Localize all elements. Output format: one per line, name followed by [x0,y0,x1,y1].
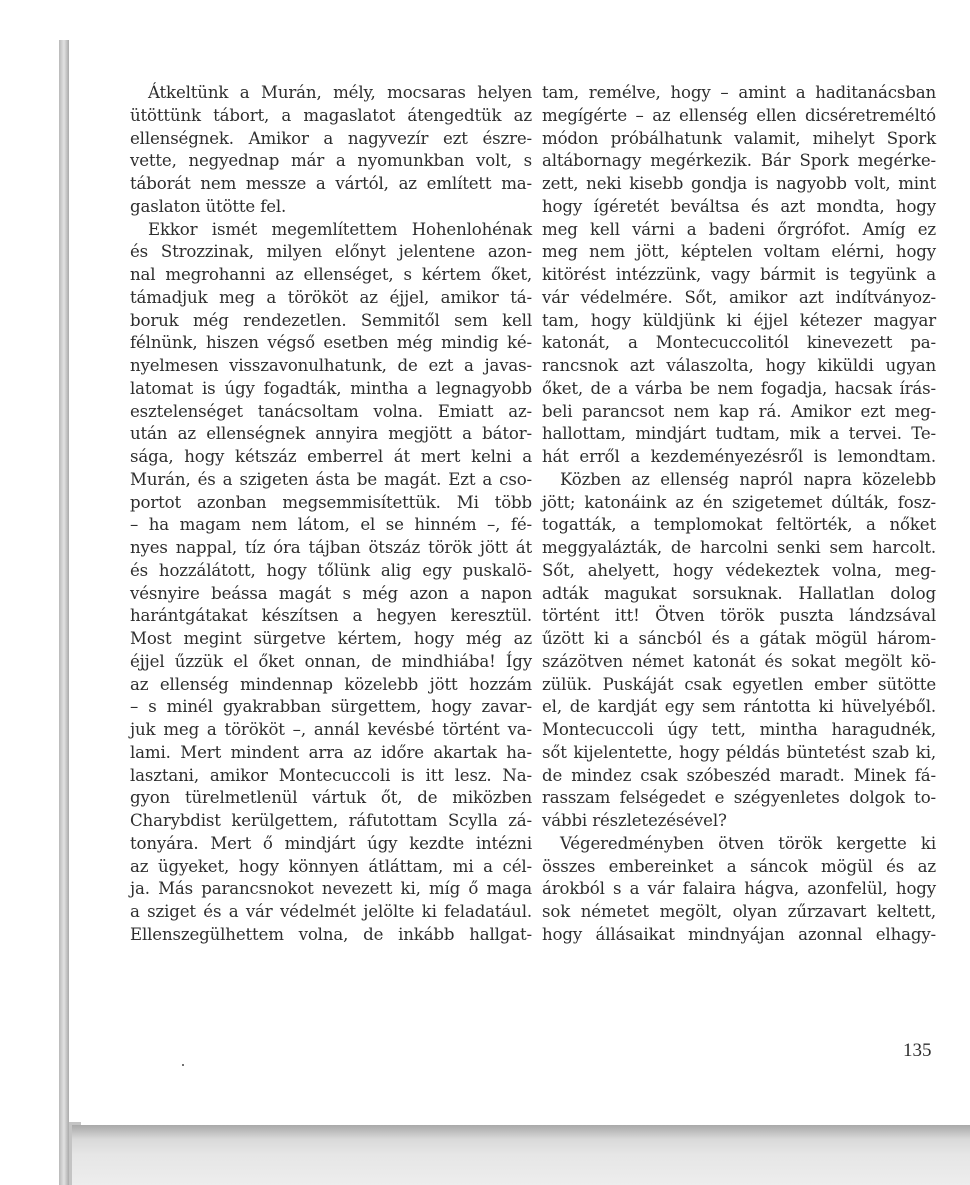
scan-speck [182,1064,184,1066]
page-gutter-edge [59,40,69,1185]
text-line: Ekkor ismét megemlítettem Hohenlohénak [148,219,532,239]
text-line: hallottam, mindjárt tudtam, mik a tervei. Te- [542,424,936,444]
text-line: után az ellenségnek annyira megjött a bátor- [130,424,532,444]
text-line: árokból s a vár falaira hágva, azonfelül, hogy [542,879,936,899]
right-text-column [542,82,936,947]
text-line: Átkeltünk a Murán, mély, mocsaras helyen [148,83,532,102]
text-line: ellenségnek. Amikor a nagyvezír ezt észre- [130,128,532,148]
text-line: boruk még rendezetlen. Semmitől sem kell [130,310,532,330]
text-line: adták magukat sorsuknak. Hallatlan dolog [542,583,936,603]
text-line: őket, de a várba be nem fogadja, hacsak írás- [542,378,936,398]
text-line: táborát nem messze a vártól, az említett ma- [130,174,532,193]
left-text-column [130,82,532,947]
text-line: az ellenség mindennap közelebb jött hozzám [130,674,532,694]
text-line: ja. Más parancsnokot nevezett ki, míg ő maga [130,879,532,899]
text-line: portot azonban megsemmisítettük. Mi több [130,492,532,512]
text-line: hogy állásaikat mindnyájan azonnal elhagy- [542,924,936,944]
text-line: vésnyire beássa magát s még azon a napon [130,583,532,603]
text-line: latomat is úgy fogadták, mintha a legnagyobb [130,378,532,398]
text-line: sok németet megölt, olyan zűrzavart keltett, [542,902,936,921]
text-line: meg nem jött, képtelen voltam elérni, hogy [542,242,936,262]
text-line: Most megint sürgetve kértem, hogy még az [130,629,532,648]
text-line: történt itt! Ötven török puszta lándzsával [542,606,936,626]
text-line: sőt kijelentette, hogy példás büntetést szab ki, [542,742,936,762]
text-line: hogy ígéretét beváltsa és azt mondta, hogy [542,196,936,216]
text-line: rancsnok azt válaszolta, hogy kiküldi ugyan [542,356,936,375]
text-line: a sziget és a vár védelmét jelölte ki feladatául. [130,902,532,921]
text-line: tam, hogy küldjünk ki éjjel kétezer magyar [542,310,936,330]
text-line: Végeredményben ötven török kergette ki [560,833,936,853]
text-line: gyon türelmetlenül vártuk őt, de miközben [130,788,532,808]
text-line: és Strozzinak, milyen előnyt jelentene azon- [130,242,532,262]
text-line: vette, negyednap már a nyomunkban volt, s [130,151,532,171]
text-line: lasztani, amikor Montecuccoli is itt lesz. Na- [130,765,532,785]
text-line: – ha magam nem látom, el se hinném –, fé- [130,515,532,535]
text-line: esztelenséget tanácsoltam volna. Emiatt az- [130,401,532,421]
text-line: összes embereinket a sáncok mögül és az [542,856,936,876]
text-line: sága, hogy kétszáz emberrel át mert kelni a [130,447,532,466]
text-line: meggyalázták, de harcolni senki sem harcolt. [542,538,936,557]
text-line: zett, neki kisebb gondja is nagyobb volt, mint [542,174,936,193]
text-line: vábbi részletezésével? [542,811,727,830]
text-line: hát erről a kezdeményezésről is lemondtam. [542,447,936,466]
text-line: rasszam felségedet e szégyenletes dolgok to- [542,788,936,808]
text-line: tam, remélve, hogy – amint a haditanácsban [542,83,936,102]
text-line: Murán, és a szigeten ásta be magát. Ezt a cso- [130,469,532,489]
text-line: lami. Mert mindent arra az időre akartak ha- [130,742,532,762]
text-line: – s minél gyakrabban sürgettem, hogy zavar- [130,697,532,717]
text-line: Sőt, ahelyett, hogy védekeztek volna, meg- [542,560,936,580]
text-line: Ellenszegülhettem volna, de inkább hallgat- [130,924,532,944]
text-line: altábornagy megérkezik. Bár Spork megérke- [542,151,936,171]
text-line: és hozzálátott, hogy tőlünk alig egy puskalö- [130,560,532,580]
page-bottom-edge [72,1125,970,1185]
text-line: nal megrohanni az ellenséget, s kértem őket, [130,265,532,284]
text-line: meg kell várni a badeni őrgrófot. Amíg ez [542,219,936,239]
text-line: módon próbálhatunk valamit, mihelyt Spork [542,128,936,148]
text-line: togatták, a templomokat feltörték, a nőket [542,515,936,535]
text-line: vár védelmére. Sőt, amikor azt indítványoz- [542,287,936,307]
text-line: jött; katonáink az én szigetemet dúlták, fosz- [542,492,936,512]
text-line: zülük. Puskáját csak egyetlen ember sütötte [542,674,936,694]
text-line: Közben az ellenség napról napra közelebb [560,469,936,489]
text-line: Charybdist kerülgettem, ráfutottam Scylla zá- [130,811,532,830]
text-line: nyelmesen visszavonulhatunk, de ezt a javas- [130,356,532,375]
page-number: 135 [903,1040,932,1061]
text-line: százötven német katonát és sokat megölt kö- [542,651,936,671]
text-line: tonyára. Mert ő mindjárt úgy kezdte intézni [130,833,532,853]
text-line: éjjel űzzük el őket onnan, de mindhiába! Így [130,651,532,671]
text-line: félnünk, hiszen végső esetben még mindig ké- [130,333,532,353]
text-line: beli parancsot nem kap rá. Amikor ezt meg- [542,401,936,421]
text-line: harántgátakat készítsen a hegyen keresztül. [130,606,532,626]
text-line: űzött ki a sáncból és a gátak mögül három- [542,629,936,648]
text-line: kitörést intézzünk, vagy bármit is tegyünk a [542,265,936,284]
text-line: az ügyeket, hogy könnyen átláttam, mi a cél- [130,856,532,876]
text-line: de mindez csak szóbeszéd maradt. Minek fá- [542,765,936,785]
text-line: támadjuk meg a törököt az éjjel, amikor tá- [130,287,532,307]
text-line: el, de kardját egy sem rántotta ki hüvelyéből. [542,697,936,717]
text-line: ütöttünk tábort, a magaslatot átengedtük az [130,105,532,125]
text-line: megígérte – az ellenség ellen dicséretreméltó [542,105,936,125]
text-line: nyes nappal, tíz óra tájban ötszáz török jött át [130,538,532,557]
text-line: gaslaton ütötte fel. [130,196,287,216]
text-line: juk meg a törököt –, annál kevésbé történt va- [130,720,532,739]
text-line: Montecuccoli úgy tett, mintha haragudnék, [542,720,936,739]
text-line: katonát, a Montecuccolitól kinevezett pa- [542,333,936,353]
